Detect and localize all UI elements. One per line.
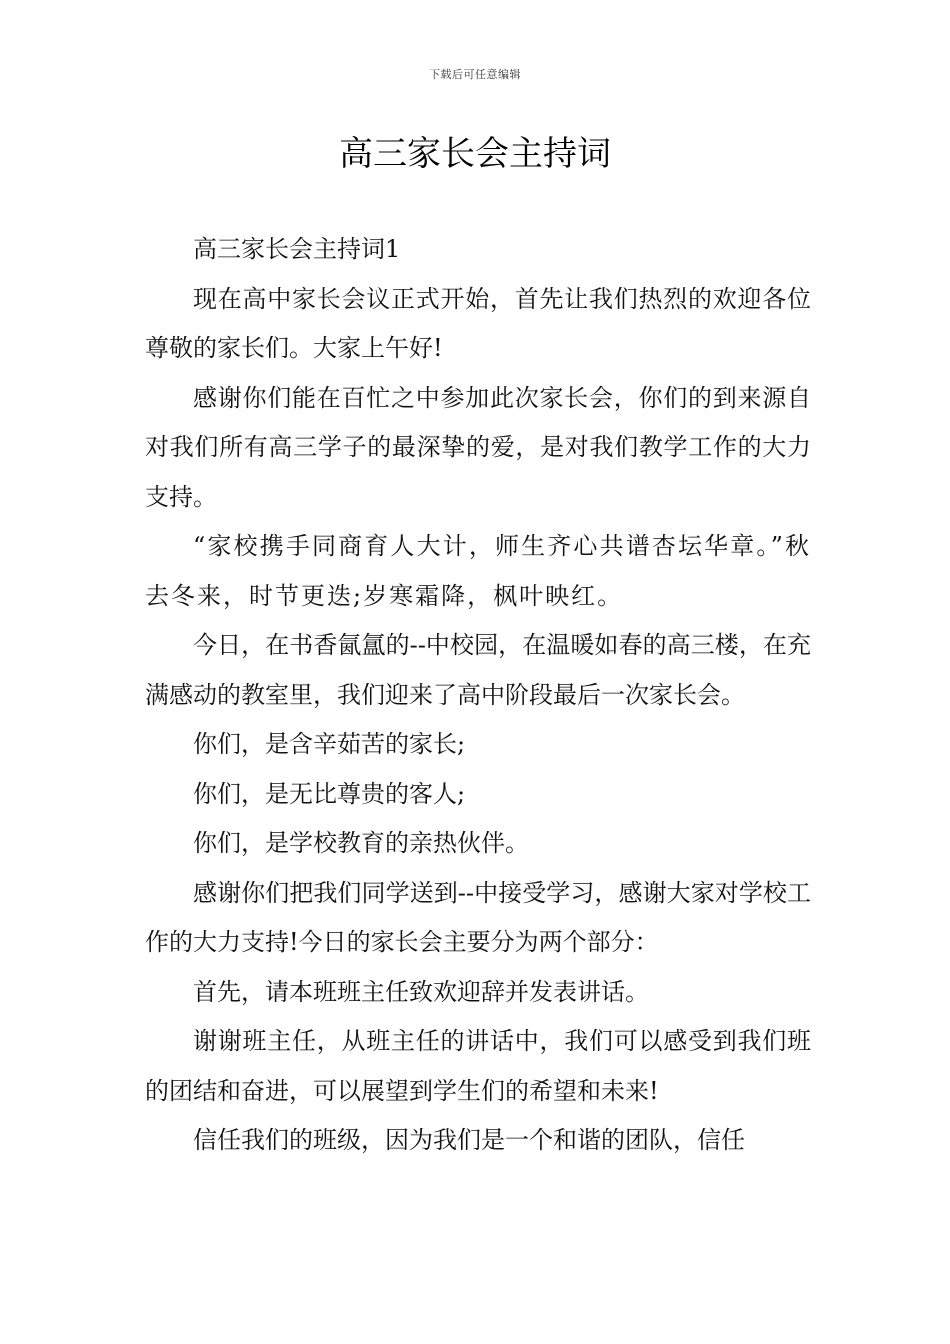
paragraph: 感谢你们把我们同学送到--中接受学习，感谢大家对学校工作的大力支持!今日的家长会主要分为两个部分： bbox=[145, 878, 811, 956]
paragraph: 你们，是含辛茹苦的家长; bbox=[193, 730, 466, 758]
paragraph: 现在高中家长会议正式开始，首先让我们热烈的欢迎各位尊敬的家长们。大家上午好! bbox=[145, 284, 811, 362]
page-title: 高三家长会主持词 bbox=[339, 134, 611, 174]
paragraph: 感谢你们能在百忙之中参加此次家长会，你们的到来源自对我们所有高三学子的最深挚的爱，是对我们教学工作的大力支持。 bbox=[145, 383, 811, 511]
paragraph: 你们，是无比尊贵的客人; bbox=[193, 779, 466, 808]
paragraph: 信任我们的班级，因为我们是一个和谐的团队，信任 bbox=[193, 1126, 745, 1154]
paragraph: 你们，是学校教育的亲热伙伴。 bbox=[193, 829, 529, 857]
paragraph: “家校携手同商育人大计，师生齐心共谱杏坛华章。”秋去冬来，时节更迭;岁寒霜降，枫叶映红。 bbox=[145, 532, 811, 610]
paragraph: 谢谢班主任，从班主任的讲话中，我们可以感受到我们班的团结和奋进，可以展望到学生们的希望和未来! bbox=[145, 1027, 811, 1105]
document-body bbox=[145, 225, 811, 1166]
header-note: 下载后可任意编辑 bbox=[429, 68, 521, 81]
paragraph: 今日，在书香氤氲的--中校园，在温暖如春的高三楼，在充满感动的教室里，我们迎来了高中阶段最后一次家长会。 bbox=[145, 631, 811, 709]
paragraph: 高三家长会主持词1 bbox=[193, 235, 401, 263]
paragraph: 首先，请本班班主任致欢迎辞并发表讲话。 bbox=[193, 977, 649, 1006]
